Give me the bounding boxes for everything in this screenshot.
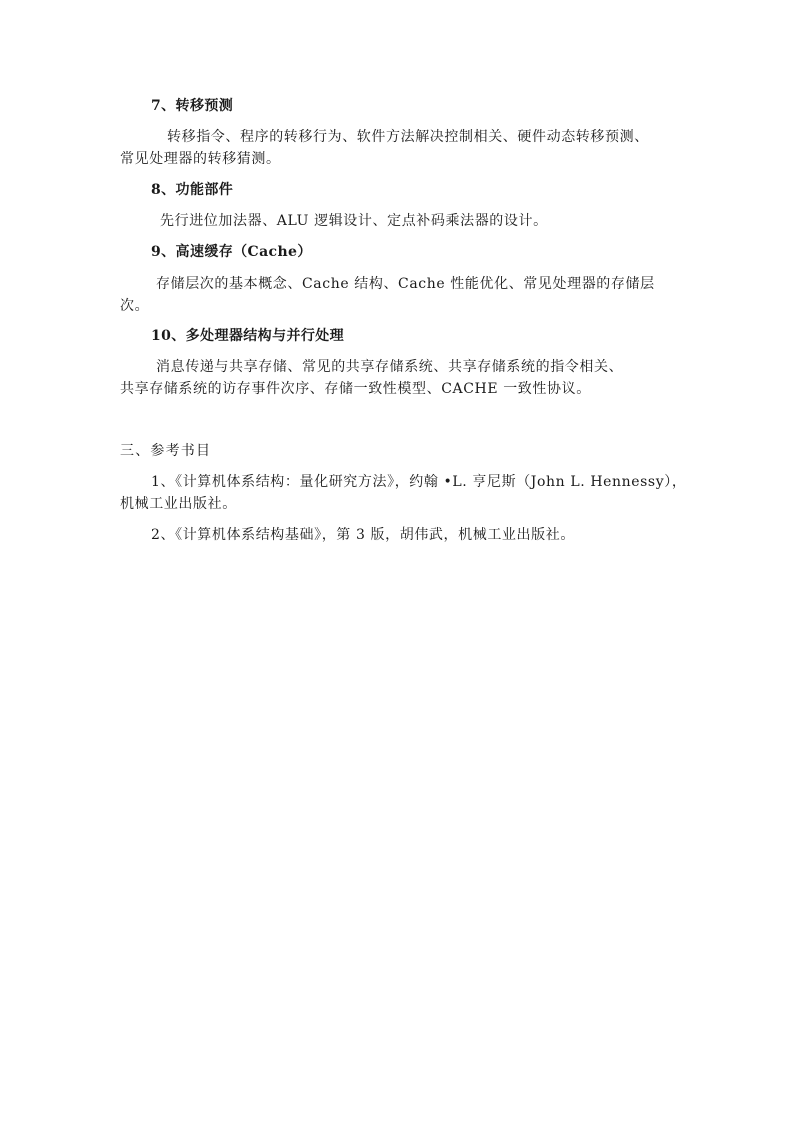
reference-item-2-line-1: 2、《计算机体系结构基础》，第 3 版，胡伟武，机械工业出版社。	[151, 527, 575, 543]
reference-item-1-line-2: 机械工业出版社。	[120, 496, 237, 512]
reference-item-1-line-1: 1、《计算机体系结构：量化研究方法》，约翰 •L. 亨尼斯（John L. Hennessy），	[151, 474, 687, 490]
section-9-text-line-2: 次。	[120, 298, 150, 314]
section-7-text-line-1: 转移指令、程序的转移行为、软件方法解决控制相关、硬件动态转移预测、	[167, 129, 649, 145]
section-7-heading: 7、转移预测	[151, 98, 234, 114]
section-9-heading: 9、高速缓存（Cache）	[151, 244, 312, 260]
section-9-text-line-1: 存储层次的基本概念、Cache 结构、Cache 性能优化、常见处理器的存储层	[156, 276, 655, 292]
references-title: 三、参考书目	[120, 443, 212, 459]
section-10-text-line-2: 共享存储系统的访存事件次序、存储一致性模型、CACHE 一致性协议。	[120, 381, 591, 397]
section-7-text-line-2: 常见处理器的转移猜测。	[120, 151, 281, 167]
section-10-text-line-1: 消息传递与共享存储、常见的共享存储系统、共享存储系统的指令相关、	[156, 359, 624, 375]
section-8-heading: 8、功能部件	[151, 182, 234, 198]
section-8-text-line-1: 先行进位加法器、ALU 逻辑设计、定点补码乘法器的设计。	[160, 213, 548, 229]
section-10-heading: 10、多处理器结构与并行处理	[151, 328, 345, 344]
